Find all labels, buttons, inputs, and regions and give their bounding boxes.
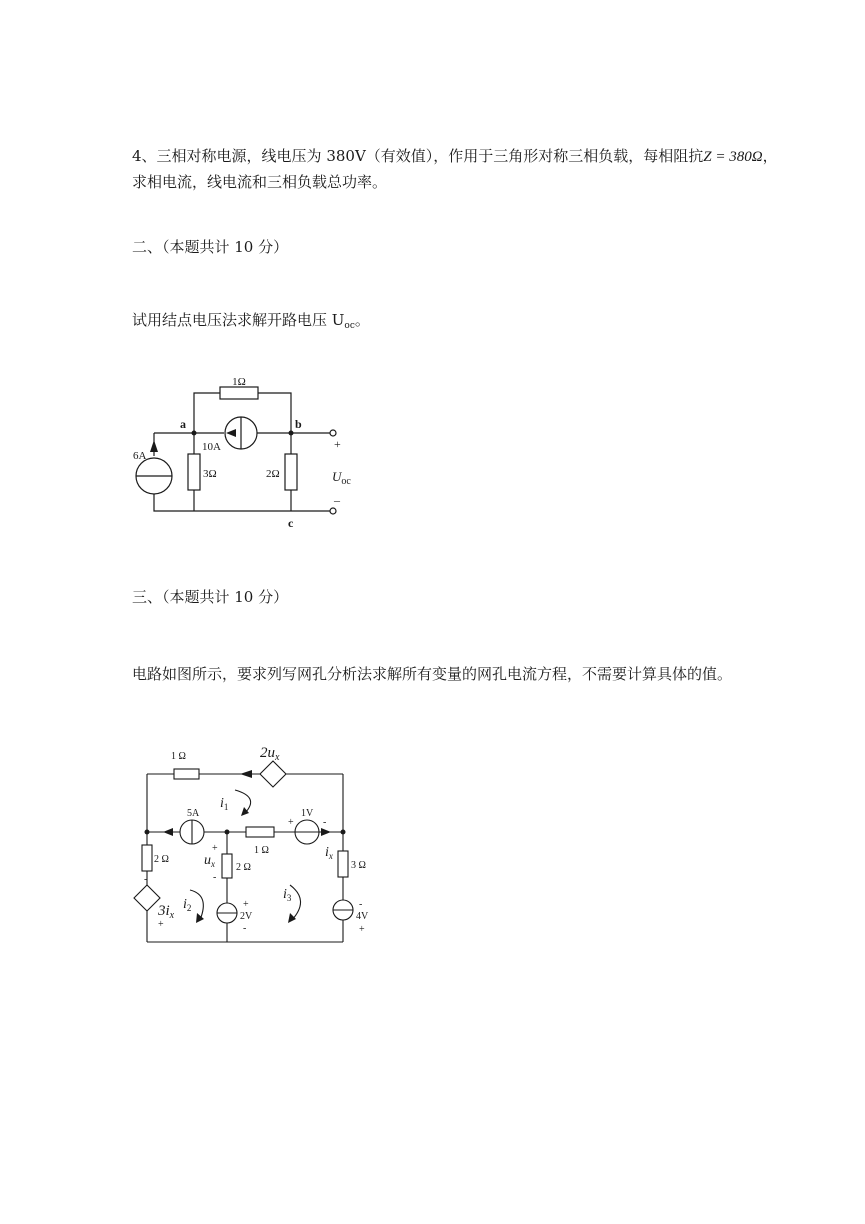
label-1v: 1V	[301, 808, 314, 819]
label-ix-sub: x	[328, 851, 333, 861]
section-2-prompt-text: 试用结点电压法求解开路电压 U	[132, 311, 345, 329]
label-r-left: 2 Ω	[154, 854, 169, 865]
figure-2-svg	[120, 735, 390, 950]
node-a-dot	[192, 431, 197, 436]
q4-line-2: 求相电流，线电流和三相负载总功率。	[132, 173, 388, 191]
label-4v: 4V	[356, 911, 369, 922]
label-3ix-minus: -	[144, 874, 148, 885]
dep-source-3ix	[134, 885, 160, 911]
resistor-2-ohm	[285, 454, 297, 490]
node-center-dot	[225, 830, 230, 835]
label-i2-main: i	[183, 897, 187, 912]
figure-1-svg	[120, 360, 380, 540]
section-3-heading: 三、（本题共计 10 分）	[132, 588, 289, 606]
resistor-3-ohm	[188, 454, 200, 490]
figure-2-circuit	[120, 735, 390, 954]
label-ix	[325, 845, 333, 861]
label-ux-main: u	[204, 853, 211, 868]
label-4v-plus: +	[359, 924, 365, 935]
mesh-1-arc	[235, 790, 251, 813]
label-r-top: 1Ω	[232, 376, 246, 388]
section-2-heading: 二、（本题共计 10 分）	[132, 238, 289, 256]
q4-line-1-text: 4、三相对称电源，线电压为 380V（有效值），作用于三角形对称三相负载，每相阻抗	[132, 147, 704, 165]
label-uoc-main: U	[332, 469, 342, 484]
mesh-3-arrow-icon	[288, 913, 296, 923]
q4-line-1	[132, 143, 778, 170]
label-node-b: b	[295, 417, 302, 431]
label-r-center: 2 Ω	[236, 862, 251, 873]
dep-source-2ux	[260, 761, 286, 787]
label-ux-minus: -	[213, 872, 217, 883]
label-2v-plus: +	[243, 899, 249, 910]
mesh-2-arc	[190, 890, 203, 920]
label-3ix-main: 3i	[158, 903, 170, 919]
arrow-up-icon	[150, 440, 158, 452]
label-node-a: a	[180, 417, 186, 431]
label-2ux	[260, 745, 280, 763]
label-i3	[283, 887, 292, 903]
label-6a: 6A	[133, 450, 147, 462]
label-2-ohm: 2Ω	[266, 468, 280, 480]
section-2-prompt-sub: oc	[344, 321, 355, 331]
arrow-2ux-icon	[240, 770, 252, 778]
label-minus: –	[334, 493, 340, 507]
arrow-5a-icon	[163, 828, 173, 836]
label-2ux-main: 2u	[260, 745, 275, 761]
mesh-1-arrow-icon	[241, 807, 249, 816]
resistor-right-3-ohm	[338, 851, 348, 877]
q4-impedance-eq: Z = 380Ω	[703, 149, 763, 165]
figure-1-circuit	[120, 360, 380, 544]
section-3-prompt: 电路如图所示，要求列写网孔分析法求解所有变量的网孔电流方程，不需要计算具体的值。	[132, 665, 733, 683]
section-2-prompt-end: 。	[354, 311, 370, 329]
terminal-minus	[330, 508, 336, 514]
label-4v-minus: -	[359, 899, 363, 910]
label-uoc	[332, 469, 351, 487]
node-right-dot	[341, 830, 346, 835]
label-r-top: 1 Ω	[171, 751, 186, 762]
resistor-center-2-ohm	[222, 854, 232, 878]
label-1v-minus: -	[323, 817, 327, 828]
label-5a: 5A	[187, 808, 200, 819]
node-left-dot	[145, 830, 150, 835]
terminal-plus	[330, 430, 336, 436]
label-2v: 2V	[240, 911, 253, 922]
label-ux-sub: x	[211, 859, 215, 869]
resistor-mid-1-ohm	[246, 827, 274, 837]
label-ux-plus: +	[212, 843, 218, 854]
label-ux	[204, 853, 215, 869]
mesh-2-arrow-icon	[196, 913, 204, 923]
label-2v-minus: -	[243, 923, 247, 934]
resistor-1-ohm	[220, 387, 258, 399]
resistor-top-1-ohm	[174, 769, 199, 779]
wire-top-right	[258, 393, 291, 433]
resistor-left-2-ohm	[142, 845, 152, 871]
wire-top-left	[194, 393, 220, 433]
label-uoc-sub: oc	[341, 476, 351, 487]
label-ix-main: i	[325, 845, 329, 860]
label-i2	[183, 897, 191, 913]
label-i3-sub: 3	[286, 893, 292, 903]
label-3-ohm: 3Ω	[203, 468, 217, 480]
label-3ix-sub: x	[169, 910, 175, 921]
label-i1-main: i	[220, 796, 224, 811]
q4-line-1-end: ，	[762, 147, 778, 165]
node-b-dot	[289, 431, 294, 436]
label-10a: 10A	[202, 441, 221, 453]
label-2ux-sub: x	[275, 752, 280, 763]
arrow-ix-icon	[321, 828, 331, 836]
label-node-c: c	[288, 516, 294, 530]
label-i1	[220, 796, 228, 812]
label-3ix-plus: +	[158, 919, 164, 930]
label-r-right: 3 Ω	[351, 860, 366, 871]
label-plus: +	[334, 437, 341, 451]
label-i2-sub: 2	[186, 903, 192, 913]
section-2-prompt	[132, 307, 370, 339]
label-1v-plus: +	[288, 817, 294, 828]
label-r-mid: 1 Ω	[254, 845, 269, 856]
wire-bottom	[154, 494, 330, 511]
label-i3-main: i	[283, 887, 287, 902]
label-i1-sub: 1	[223, 802, 229, 812]
